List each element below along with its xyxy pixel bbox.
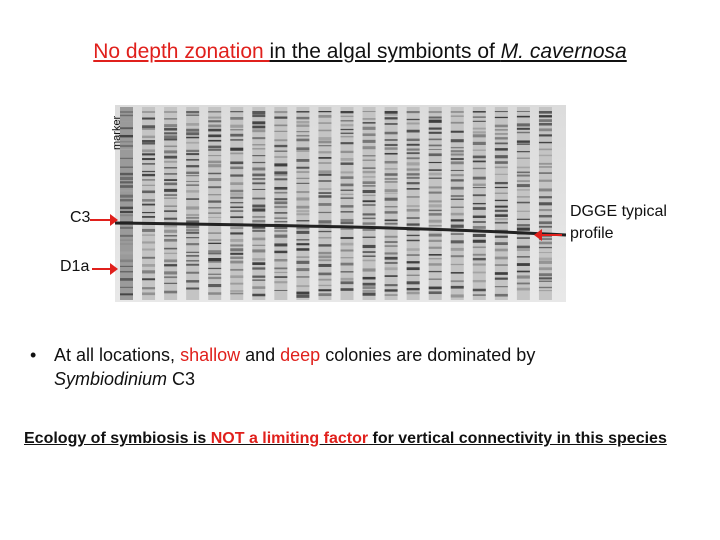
dgge-profile-label: [570, 201, 667, 245]
bullet-text-e: colonies are dominated by: [320, 345, 536, 365]
conclusion-highlight: NOT a limiting factor: [210, 430, 369, 447]
profile-arrow-icon: [540, 234, 562, 236]
d1a-band-label: D1a: [60, 258, 90, 275]
shallow-word: shallow: [180, 345, 241, 365]
c3-band-label: C3: [70, 209, 91, 226]
title-text: in the algal symbionts of: [269, 40, 501, 63]
title-species: M. cavernosa: [500, 40, 627, 63]
bullet-icon: •: [30, 345, 37, 365]
slide-title: [0, 40, 720, 64]
bullet-text-c: and: [240, 345, 281, 365]
genus-name: Symbiodinium: [54, 369, 168, 389]
bullet-text: [54, 343, 535, 391]
profile-label-line1: DGGE typical: [570, 203, 667, 220]
c3-arrow-icon: [90, 219, 112, 221]
dgge-gel-image: [115, 105, 566, 302]
title-highlight: No depth zonation: [93, 40, 270, 63]
d1a-arrow-icon: [92, 268, 112, 270]
conclusion-part3: for vertical connectivity in this species: [368, 430, 667, 447]
marker-lane-label: marker: [111, 115, 123, 150]
profile-label-line2: profile: [570, 225, 614, 242]
conclusion-part1: Ecology of symbiosis is: [24, 430, 211, 447]
bullet-text-a: At all locations,: [54, 345, 181, 365]
clade-name: C3: [167, 369, 196, 389]
deep-word: deep: [280, 345, 321, 365]
conclusion-text: [24, 430, 667, 448]
